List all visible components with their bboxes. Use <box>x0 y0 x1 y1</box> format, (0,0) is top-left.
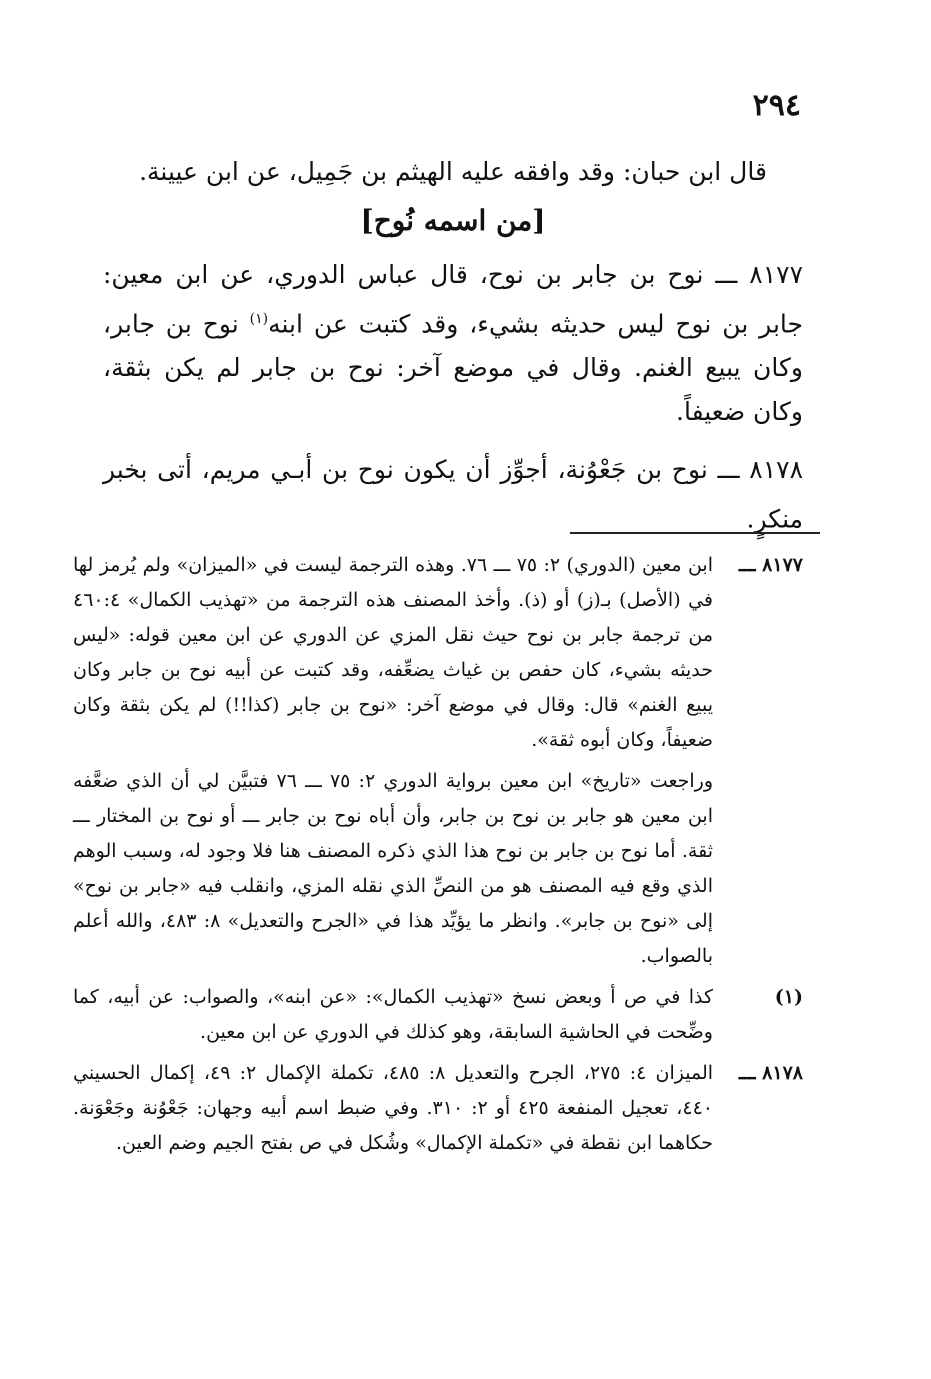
footnote-number: (١) <box>774 986 803 1008</box>
footnote-separator <box>570 532 820 534</box>
footnote-number: ٨١٧٧ ـــ <box>738 554 803 576</box>
footnote-body <box>73 980 713 1050</box>
footnote-paragraph: ابن معين (الدوري) ٢: ٧٥ ـــ ٧٦. وهذه الترجمة ليست في «الميزان» ولم يُرمز لها في (الأصل) بـ(ز) أو (ذ). وأخذ المصنف هذه الترجمة من «تهذيب الكمال» ٤٦٠:٤ من ترجمة جابر بن نوح حيث نقل المزي عن الدوري عن ابن معين قوله: «ليس حديثه بشيء، كان حفص بن غياث يضعِّفه، وقد كتبت عن أبيه نوح بن جابر وكان يبيع الغنم» قال: وقال في موضع آخر: «نوح بن جابر (كذا!!) لم يكن بثقة وكان ضعيفاً، وكان أبوه ثقة». <box>73 554 714 751</box>
footnote-marker: (١) <box>249 311 269 327</box>
intro-line: قال ابن حبان: وقد وافقه عليه الهيثم بن جَمِيل، عن ابن عيينة. <box>139 157 767 186</box>
entry-text: نوح بن جابر، وكان يبيع الغنم. وقال في موضع آخر: نوح بن جابر لم يكن بثقة، وكان ضعيفاً. <box>103 309 803 427</box>
section-heading: [من اسمه نُوح] <box>360 204 546 237</box>
footnote-body <box>73 1056 713 1161</box>
main-text <box>103 150 803 556</box>
entry-text: ٨١٧٨ ـــ نوح بن جَعْوُنة، أجوِّز أن يكون نوح بن أبـي مريم، أتى بخبر منكرٍ. <box>103 455 803 534</box>
footnote-8177 <box>73 548 803 974</box>
entry-8178 <box>103 448 803 541</box>
footnote-paragraph: الميزان ٤: ٢٧٥، الجرح والتعديل ٨: ٤٨٥، تكملة الإكمال ٢: ٤٩، إكمال الحسيني ٤٤٠، تعجيل المنفعة ٤٢٥ أو ٢: ٣١٠. وفي ضبط اسم أبيه وجهان: جَعْوُنة وجَعْوَنة. حكاهما ابن نقطة في «تكملة الإكمال» وشُكل في ص بفتح الجيم وضم العين. <box>73 1062 714 1154</box>
footnotes <box>73 548 803 1167</box>
footnote-paragraph: وراجعت «تاريخ» ابن معين برواية الدوري ٢: ٧٥ ـــ ٧٦ فتبيَّن لي أن الذي ضعَّفه ابن معين هو جابر بن نوح بن جابر، وأن أباه نوح بن جابر ـــ أو نوح بن المختار ـــ ثقة. أما نوح بن جابر بن نوح هذا الذي ذكره المصنف هنا فلا وجود له، وسبب الوهم الذي وقع فيه المصنف هو من النصِّ الذي نقله المزي، وانقلب فيه «جابر بن نوح» إلى «نوح بن جابر». وانظر ما يؤيِّد هذا في «الجرح والتعديل» ٨: ٤٨٣، والله أعلم بالصواب. <box>73 770 713 967</box>
footnote-paragraph: كذا في ص أ وبعض نسخ «تهذيب الكمال»: «عن ابنه»، والصواب: عن أبيه، كما وضِّحت في الحاشية السابقة، وهو كذلك في الدوري عن ابن معين. <box>73 986 713 1043</box>
footnote-body <box>73 548 713 974</box>
footnote-1 <box>73 980 803 1050</box>
entry-text: ٨١٧٧ ـــ نوح بن جابر بن نوح، قال عباس الدوري، عن ابن معين: جابر بن نوح ليس حديثه بشيء، وقد كتبت عن ابنه <box>103 260 804 339</box>
entry-8177 <box>103 253 803 434</box>
footnote-8178 <box>73 1056 803 1161</box>
page-number: ٢٩٤ <box>752 88 801 123</box>
footnote-number: ٨١٧٨ ـــ <box>738 1062 803 1084</box>
